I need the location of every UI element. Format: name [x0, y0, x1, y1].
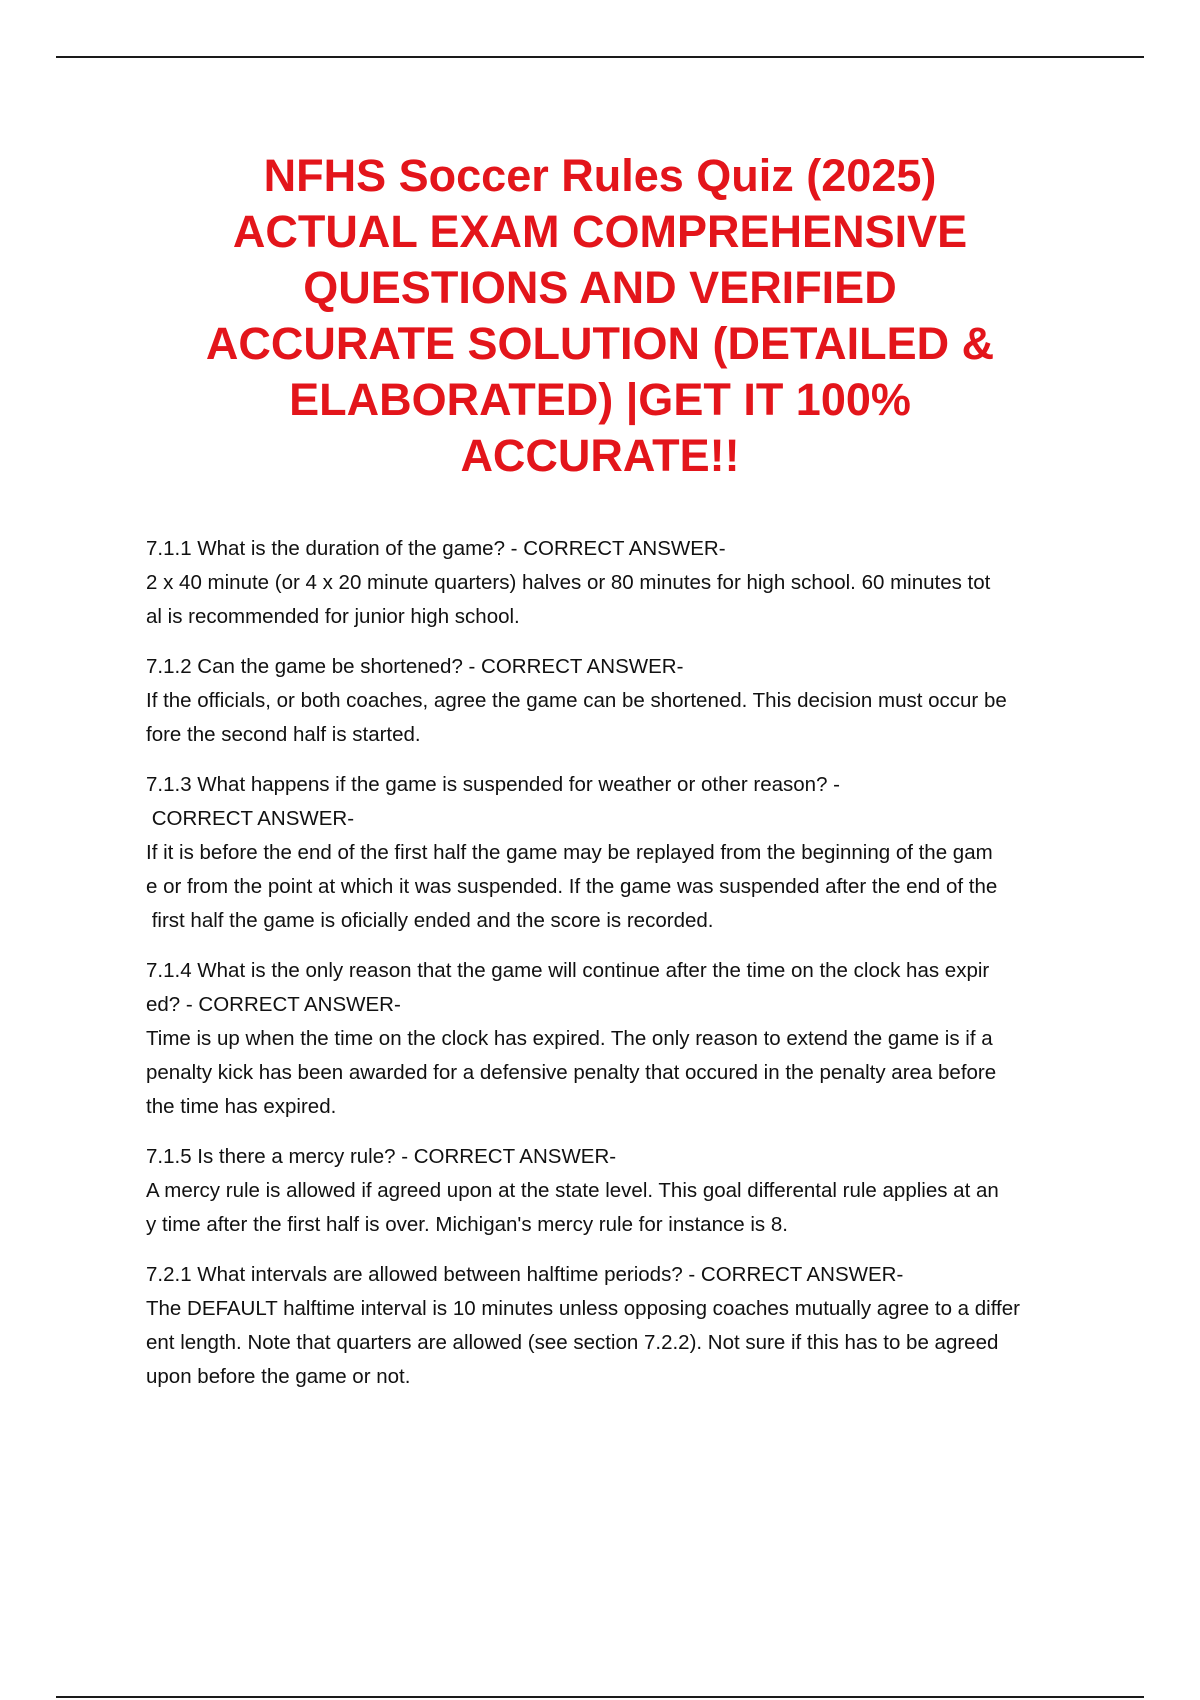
- answer-line: ent length. Note that quarters are allowed (see section 7.2.2). Not sure if this has to be agreed: [146, 1331, 999, 1354]
- answer-line: The DEFAULT halftime interval is 10 minutes unless opposing coaches mutually agree to a differ: [146, 1297, 1020, 1320]
- answer-line: 2 x 40 minute (or 4 x 20 minute quarters) halves or 80 minutes for high school. 60 minutes tot: [146, 571, 991, 594]
- answer-text: [146, 566, 1096, 634]
- title-line: ELABORATED) |GET IT 100%: [289, 374, 911, 425]
- question-text: 7.2.1 What intervals are allowed between halftime periods? - CORRECT ANSWER-: [146, 1263, 904, 1286]
- title-line: ACTUAL EXAM COMPREHENSIVE: [232, 206, 968, 257]
- answer-text: [146, 1022, 1096, 1124]
- question-item: [146, 954, 1096, 1124]
- question-list: [146, 532, 1096, 1410]
- title-line: NFHS Soccer Rules Quiz (2025): [263, 150, 937, 201]
- answer-line: the time has expired.: [146, 1095, 337, 1118]
- answer-line: If it is before the end of the first half the game may be replayed from the beginning of the gam: [146, 841, 993, 864]
- answer-line: e or from the point at which it was suspended. If the game was suspended after the end of the: [146, 875, 998, 898]
- question-item: [146, 1140, 1096, 1242]
- question-text: 7.1.5 Is there a mercy rule? - CORRECT ANSWER-: [146, 1145, 617, 1168]
- top-divider: [56, 56, 1144, 58]
- question-line: 7.1.4 What is the only reason that the game will continue after the time on the clock has expir: [146, 959, 990, 982]
- answer-text: [146, 684, 1096, 752]
- answer-line: upon before the game or not.: [146, 1365, 411, 1388]
- document-title: [140, 148, 1060, 484]
- answer-line: fore the second half is started.: [146, 723, 421, 746]
- answer-line: al is recommended for junior high school.: [146, 605, 520, 628]
- answer-line: A mercy rule is allowed if agreed upon at the state level. This goal differental rule applies at an: [146, 1179, 999, 1202]
- answer-line: y time after the first half is over. Michigan's mercy rule for instance is 8.: [146, 1213, 788, 1236]
- bottom-divider: [56, 1696, 1144, 1698]
- answer-line: penalty kick has been awarded for a defensive penalty that occured in the penalty area before: [146, 1061, 997, 1084]
- question-text: 7.1.2 Can the game be shortened? - CORRECT ANSWER-: [146, 655, 684, 678]
- question-line: CORRECT ANSWER-: [146, 807, 355, 830]
- answer-line: Time is up when the time on the clock has expired. The only reason to extend the game is if a: [146, 1027, 993, 1050]
- question-line: 7.1.3 What happens if the game is suspended for weather or other reason? -: [146, 773, 840, 796]
- question-item: [146, 532, 1096, 634]
- title-line: QUESTIONS AND VERIFIED: [303, 262, 897, 313]
- answer-text: [146, 1292, 1096, 1394]
- question-line: ed? - CORRECT ANSWER-: [146, 993, 401, 1016]
- answer-text: [146, 1174, 1096, 1242]
- question-text: [146, 954, 1096, 1022]
- answer-line: If the officials, or both coaches, agree the game can be shortened. This decision must occur be: [146, 689, 1007, 712]
- question-item: [146, 650, 1096, 752]
- title-line: ACCURATE!!: [460, 430, 740, 481]
- question-text: 7.1.1 What is the duration of the game? - CORRECT ANSWER-: [146, 537, 726, 560]
- answer-line: first half the game is oficially ended and the score is recorded.: [146, 909, 714, 932]
- question-item: [146, 768, 1096, 938]
- question-item: [146, 1258, 1096, 1394]
- answer-text: [146, 836, 1096, 938]
- title-line: ACCURATE SOLUTION (DETAILED &: [205, 318, 995, 369]
- question-text: [146, 768, 1096, 836]
